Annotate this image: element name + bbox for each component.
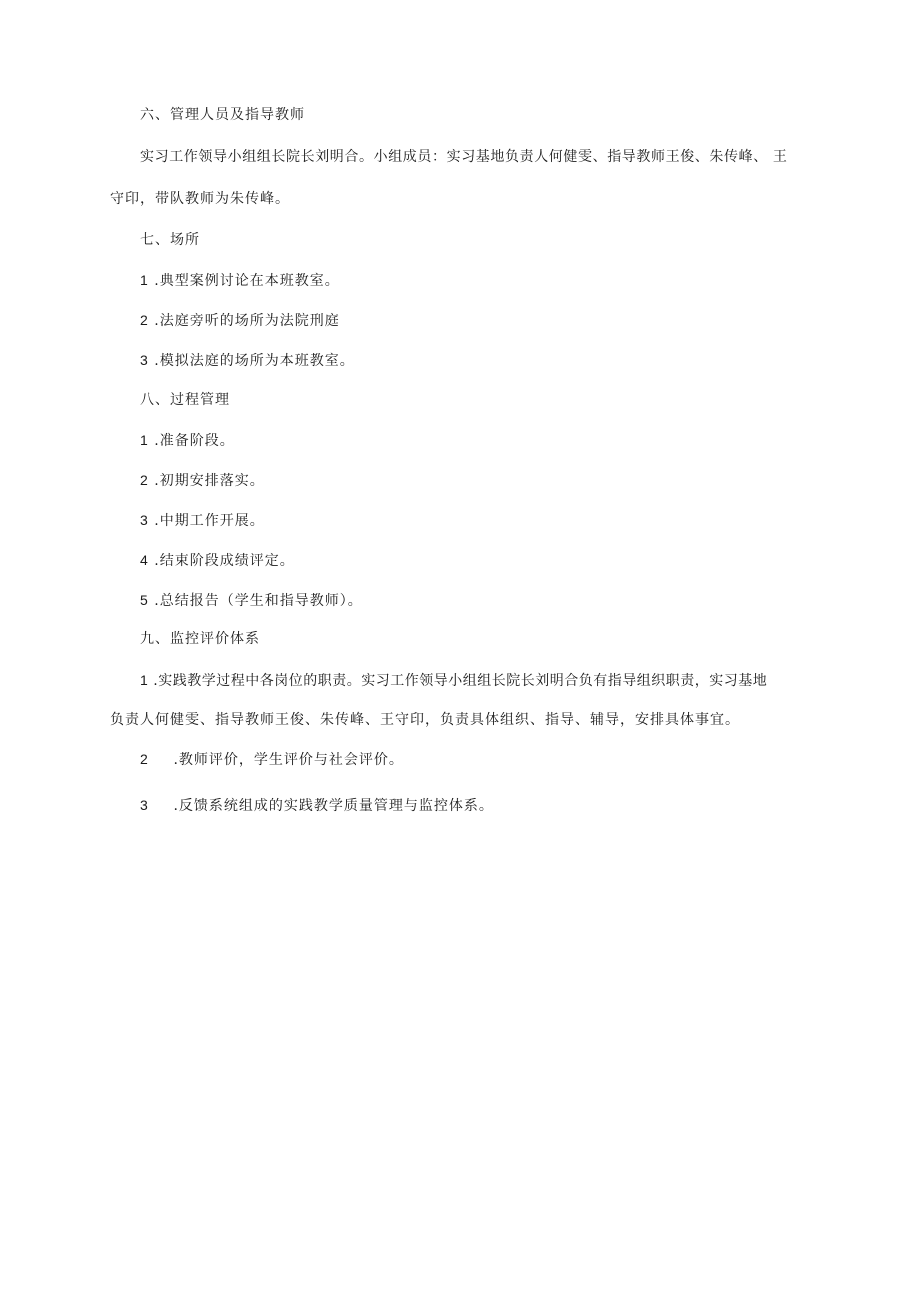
item-number: 2 [140,312,149,328]
section-8-item-1 [140,431,235,450]
item-number: 4 [140,552,149,568]
section-8-item-4 [140,551,295,570]
item-text: .模拟法庭的场所为本班教室。 [154,353,355,369]
item-text: .法庭旁听的场所为法院刑庭 [154,313,340,329]
section-9-item-3 [140,796,494,815]
section-9-item-1-line-1 [140,671,767,690]
item-number: 2 [140,751,149,767]
section-6-paragraph-line-2: 守印，带队教师为朱传峰。 [110,191,290,207]
item-text: .总结报告（学生和指导教师）。 [154,593,363,609]
section-9-item-1-line-2: 负责人何健雯、指导教师王俊、朱传峰、王守印，负责具体组织、指导、辅导，安排具体事宜。 [110,712,740,728]
item-number: 3 [140,797,149,813]
section-7-heading: 七、场所 [140,232,200,248]
item-text: .中期工作开展。 [154,513,265,529]
section-9-item-2 [140,750,404,769]
item-text: .教师评价，学生评价与社会评价。 [173,752,404,768]
item-number: 1 [140,272,149,288]
item-number: 3 [140,352,149,368]
item-number: 2 [140,472,149,488]
section-8-heading: 八、过程管理 [140,392,230,408]
item-text: .反馈系统组成的实践教学质量管理与监控体系。 [173,798,494,814]
section-6-paragraph-line-1: 实习工作领导小组组长院长刘明合。小组成员：实习基地负责人何健雯、指导教师王俊、朱传峰、 王 [140,149,788,165]
section-7-item-2 [140,311,340,330]
section-8-item-3 [140,511,265,530]
item-number: 5 [140,592,149,608]
section-8-item-2 [140,471,265,490]
section-6-heading: 六、管理人员及指导教师 [140,107,305,123]
section-8-item-5 [140,591,363,610]
item-number: 3 [140,512,149,528]
section-7-item-1 [140,271,340,290]
item-number: 1 [140,432,149,448]
section-7-item-3 [140,351,355,370]
item-text: .结束阶段成绩评定。 [154,553,295,569]
item-text: .初期安排落实。 [154,473,265,489]
section-9-heading: 九、监控评价体系 [140,631,260,647]
item-text: .典型案例讨论在本班教室。 [154,273,340,289]
item-text: .准备阶段。 [154,433,235,449]
item-text: .实践教学过程中各岗位的职责。实习工作领导小组组长院长刘明合负有指导组织职责，实习基地 [153,673,768,689]
item-number: 1 [140,672,149,688]
